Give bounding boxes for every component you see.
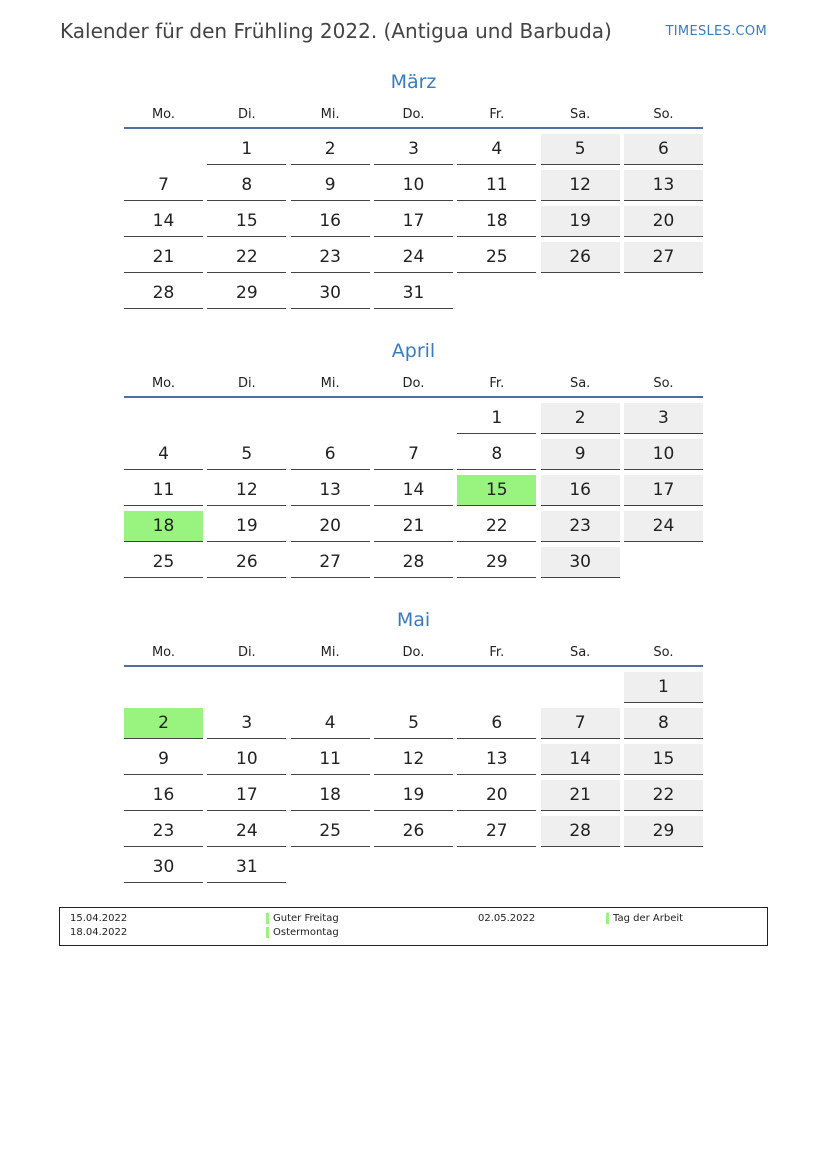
week-row bbox=[124, 439, 703, 470]
day-cell: 4 bbox=[457, 134, 536, 165]
day-cell: 21 bbox=[541, 780, 620, 811]
weekday-label: Sa. bbox=[569, 376, 591, 391]
day-cell: 11 bbox=[124, 475, 203, 506]
day-cell: 22 bbox=[624, 780, 703, 811]
week-row bbox=[124, 672, 703, 703]
day-cell: 16 bbox=[291, 206, 370, 237]
empty-day-cell bbox=[207, 672, 286, 702]
empty-day-cell bbox=[374, 403, 453, 433]
day-cell: 18 bbox=[291, 780, 370, 811]
day-cell: 5 bbox=[207, 439, 286, 470]
day-cell: 7 bbox=[541, 708, 620, 739]
day-cell: 6 bbox=[291, 439, 370, 470]
week-row bbox=[124, 852, 703, 883]
holiday-color-marker bbox=[266, 913, 269, 924]
day-cell: 26 bbox=[374, 816, 453, 847]
month-march bbox=[124, 68, 703, 314]
day-cell: 13 bbox=[624, 170, 703, 201]
week-row bbox=[124, 242, 703, 273]
day-cell: 15 bbox=[624, 744, 703, 775]
day-cell: 6 bbox=[457, 708, 536, 739]
day-cell: 1 bbox=[624, 672, 703, 703]
day-cell: 12 bbox=[374, 744, 453, 775]
empty-day-cell bbox=[124, 403, 203, 433]
day-cell: 29 bbox=[207, 278, 286, 309]
day-cell: 4 bbox=[291, 708, 370, 739]
day-cell: 18 bbox=[457, 206, 536, 237]
weeks-grid bbox=[124, 672, 703, 883]
day-cell: 25 bbox=[124, 547, 203, 578]
week-row bbox=[124, 403, 703, 434]
weekday-label: Di. bbox=[237, 107, 256, 122]
site-link[interactable]: TIMESLES.COM bbox=[665, 24, 767, 39]
legend-holiday-name: Ostermontag bbox=[266, 926, 339, 939]
day-cell: 8 bbox=[624, 708, 703, 739]
weekday-label: Fr. bbox=[489, 645, 505, 660]
day-cell: 11 bbox=[291, 744, 370, 775]
day-cell: 21 bbox=[374, 511, 453, 542]
weekday-label: Mi. bbox=[320, 645, 340, 660]
day-cell: 9 bbox=[541, 439, 620, 470]
weekday-label: Mo. bbox=[151, 645, 176, 660]
day-cell: 14 bbox=[124, 206, 203, 237]
week-row bbox=[124, 708, 703, 739]
day-cell: 16 bbox=[541, 475, 620, 506]
day-cell: 7 bbox=[374, 439, 453, 470]
day-cell: 24 bbox=[207, 816, 286, 847]
day-cell: 2 bbox=[541, 403, 620, 434]
day-cell: 20 bbox=[291, 511, 370, 542]
weekday-label: Fr. bbox=[489, 376, 505, 391]
week-row bbox=[124, 475, 703, 506]
empty-day-cell bbox=[374, 672, 453, 702]
day-cell: 3 bbox=[374, 134, 453, 165]
day-cell: 11 bbox=[457, 170, 536, 201]
empty-day-cell bbox=[207, 403, 286, 433]
day-cell: 21 bbox=[124, 242, 203, 273]
day-cell: 31 bbox=[374, 278, 453, 309]
empty-day-cell bbox=[457, 852, 536, 882]
day-cell: 23 bbox=[124, 816, 203, 847]
day-cell: 17 bbox=[374, 206, 453, 237]
weekday-label: Di. bbox=[237, 645, 256, 660]
legend-date: 18.04.2022 bbox=[70, 927, 128, 938]
day-cell: 22 bbox=[207, 242, 286, 273]
day-cell: 5 bbox=[541, 134, 620, 165]
holiday-legend bbox=[59, 907, 768, 946]
day-cell: 17 bbox=[207, 780, 286, 811]
week-row bbox=[124, 816, 703, 847]
day-cell: 3 bbox=[207, 708, 286, 739]
day-cell: 14 bbox=[541, 744, 620, 775]
empty-day-cell bbox=[624, 547, 703, 577]
day-cell: 31 bbox=[207, 852, 286, 883]
weekday-header bbox=[124, 376, 703, 398]
day-cell: 2 bbox=[124, 708, 203, 739]
day-cell: 27 bbox=[291, 547, 370, 578]
day-cell: 19 bbox=[541, 206, 620, 237]
day-cell: 15 bbox=[207, 206, 286, 237]
weekday-label: Di. bbox=[237, 376, 256, 391]
weekday-label: Fr. bbox=[489, 107, 505, 122]
weeks-grid bbox=[124, 134, 703, 309]
day-cell: 24 bbox=[624, 511, 703, 542]
day-cell: 7 bbox=[124, 170, 203, 201]
empty-day-cell bbox=[541, 672, 620, 702]
week-row bbox=[124, 780, 703, 811]
week-row bbox=[124, 547, 703, 578]
weekday-header bbox=[124, 107, 703, 129]
day-cell: 19 bbox=[207, 511, 286, 542]
weekday-label: Do. bbox=[402, 376, 425, 391]
day-cell: 20 bbox=[457, 780, 536, 811]
day-cell: 27 bbox=[624, 242, 703, 273]
empty-day-cell bbox=[457, 672, 536, 702]
month-may bbox=[124, 606, 703, 888]
weekday-label: Sa. bbox=[569, 645, 591, 660]
page-title: Kalender für den Frühling 2022. (Antigua und Barbuda) bbox=[60, 19, 612, 43]
day-cell: 10 bbox=[624, 439, 703, 470]
day-cell: 24 bbox=[374, 242, 453, 273]
day-cell: 13 bbox=[457, 744, 536, 775]
day-cell: 27 bbox=[457, 816, 536, 847]
week-row bbox=[124, 134, 703, 165]
day-cell: 8 bbox=[457, 439, 536, 470]
holiday-color-marker bbox=[266, 927, 269, 938]
day-cell: 1 bbox=[207, 134, 286, 165]
day-cell: 5 bbox=[374, 708, 453, 739]
day-cell: 14 bbox=[374, 475, 453, 506]
day-cell: 17 bbox=[624, 475, 703, 506]
day-cell: 19 bbox=[374, 780, 453, 811]
week-row bbox=[124, 170, 703, 201]
week-row bbox=[124, 206, 703, 237]
empty-day-cell bbox=[124, 134, 203, 164]
legend-holiday-name: Guter Freitag bbox=[266, 912, 339, 925]
weekday-label: Sa. bbox=[569, 107, 591, 122]
empty-day-cell bbox=[374, 852, 453, 882]
empty-day-cell bbox=[624, 852, 703, 882]
week-row bbox=[124, 278, 703, 309]
day-cell: 26 bbox=[541, 242, 620, 273]
day-cell: 26 bbox=[207, 547, 286, 578]
day-cell: 16 bbox=[124, 780, 203, 811]
week-row bbox=[124, 744, 703, 775]
day-cell: 30 bbox=[541, 547, 620, 578]
empty-day-cell bbox=[457, 278, 536, 308]
day-cell: 20 bbox=[624, 206, 703, 237]
holiday-color-marker bbox=[606, 913, 609, 924]
legend-holiday-name: Tag der Arbeit bbox=[606, 912, 683, 925]
empty-day-cell bbox=[124, 672, 203, 702]
month-title: Mai bbox=[396, 609, 431, 631]
month-title: März bbox=[390, 71, 437, 93]
month-april bbox=[124, 337, 703, 583]
legend-date: 02.05.2022 bbox=[478, 913, 536, 924]
day-cell: 1 bbox=[457, 403, 536, 434]
weeks-grid bbox=[124, 403, 703, 578]
day-cell: 23 bbox=[291, 242, 370, 273]
weekday-label: Do. bbox=[402, 107, 425, 122]
day-cell: 9 bbox=[291, 170, 370, 201]
day-cell: 18 bbox=[124, 511, 203, 542]
day-cell: 10 bbox=[207, 744, 286, 775]
day-cell: 25 bbox=[291, 816, 370, 847]
day-cell: 10 bbox=[374, 170, 453, 201]
empty-day-cell bbox=[624, 278, 703, 308]
day-cell: 3 bbox=[624, 403, 703, 434]
legend-date: 15.04.2022 bbox=[70, 913, 128, 924]
day-cell: 28 bbox=[374, 547, 453, 578]
weekday-label: Do. bbox=[402, 645, 425, 660]
day-cell: 22 bbox=[457, 511, 536, 542]
empty-day-cell bbox=[291, 403, 370, 433]
day-cell: 12 bbox=[207, 475, 286, 506]
week-row bbox=[124, 511, 703, 542]
day-cell: 12 bbox=[541, 170, 620, 201]
weekday-label: So. bbox=[653, 376, 674, 391]
day-cell: 6 bbox=[624, 134, 703, 165]
weekday-label: Mi. bbox=[320, 107, 340, 122]
day-cell: 4 bbox=[124, 439, 203, 470]
day-cell: 25 bbox=[457, 242, 536, 273]
empty-day-cell bbox=[291, 852, 370, 882]
weekday-label: So. bbox=[653, 645, 674, 660]
day-cell: 29 bbox=[457, 547, 536, 578]
day-cell: 9 bbox=[124, 744, 203, 775]
day-cell: 13 bbox=[291, 475, 370, 506]
day-cell: 28 bbox=[124, 278, 203, 309]
day-cell: 2 bbox=[291, 134, 370, 165]
day-cell: 30 bbox=[124, 852, 203, 883]
empty-day-cell bbox=[541, 852, 620, 882]
day-cell: 28 bbox=[541, 816, 620, 847]
day-cell: 29 bbox=[624, 816, 703, 847]
day-cell: 8 bbox=[207, 170, 286, 201]
empty-day-cell bbox=[291, 672, 370, 702]
weekday-header bbox=[124, 645, 703, 667]
day-cell: 15 bbox=[457, 475, 536, 506]
day-cell: 30 bbox=[291, 278, 370, 309]
weekday-label: So. bbox=[653, 107, 674, 122]
weekday-label: Mo. bbox=[151, 107, 176, 122]
day-cell: 23 bbox=[541, 511, 620, 542]
weekday-label: Mo. bbox=[151, 376, 176, 391]
empty-day-cell bbox=[541, 278, 620, 308]
month-title: April bbox=[391, 340, 436, 362]
weekday-label: Mi. bbox=[320, 376, 340, 391]
